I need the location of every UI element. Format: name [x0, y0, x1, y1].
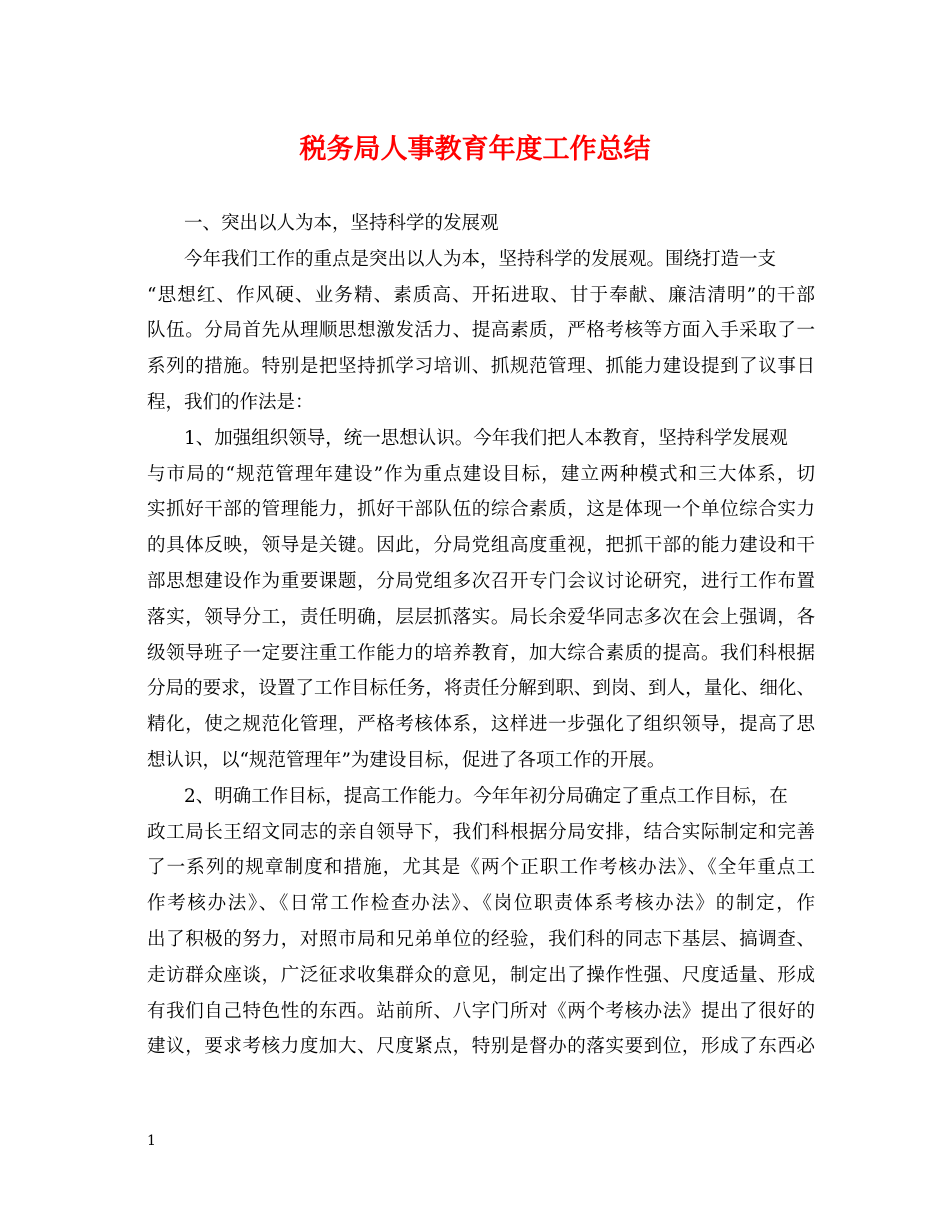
body-line: 2、明确工作目标，提高工作能力。今年年初分局确定了重点工作目标，在	[184, 785, 788, 807]
body-line: 建议，要求考核力度加大、尺度紧点，特别是督办的落实要到位，形成了东西必	[147, 1036, 815, 1058]
body-line: 了一系列的规章制度和措施，尤其是《两个正职工作考核办法》、《全年重点工	[147, 857, 815, 879]
body-line: 队伍。分局首先从理顺思想激发活力、提高素质，严格考核等方面入手采取了一	[147, 320, 815, 342]
body-line: 出了积极的努力，对照市局和兄弟单位的经验，我们科的同志下基层、搞调查、	[147, 928, 815, 950]
body-line: 的具体反映，领导是关键。因此，分局党组高度重视，把抓干部的能力建设和干	[147, 535, 815, 557]
body-line: 有我们自己特色性的东西。站前所、八字门所对《两个考核办法》提出了很好的	[147, 1000, 815, 1022]
body-line: 作考核办法》、《日常工作检查办法》、《岗位职责体系考核办法》的制定，作	[147, 893, 815, 915]
document-title: 税务局人事教育年度工作总结	[299, 134, 651, 165]
body-line: “思想红、作风硬、业务精、素质高、开拓进取、甘于奉献、廉洁清明”的干部	[147, 284, 815, 306]
body-line: 系列的措施。特别是把坚持抓学习培训、抓规范管理、抓能力建设提到了议事日	[147, 356, 815, 378]
body-line: 走访群众座谈，广泛征求收集群众的意见，制定出了操作性强、尺度适量、形成	[147, 964, 815, 986]
body-line: 分局的要求，设置了工作目标任务，将责任分解到职、到岗、到人，量化、细化、	[147, 678, 815, 700]
page-number: 1	[147, 1133, 156, 1149]
body-line: 1、加强组织领导，统一思想认识。今年我们把人本教育，坚持科学发展观	[184, 427, 788, 449]
body-line: 一、突出以人为本，坚持科学的发展观	[184, 213, 499, 234]
body-line: 想认识，以“规范管理年”为建设目标，促进了各项工作的开展。	[147, 749, 666, 771]
body-line: 今年我们工作的重点是突出以人为本，坚持科学的发展观。围绕打造一支	[184, 248, 777, 270]
body-line: 精化，使之规范化管理，严格考核体系，这样进一步强化了组织领导，提高了思	[147, 714, 815, 736]
body-line: 与市局的“规范管理年建设”作为重点建设目标，建立两种模式和三大体系，切	[147, 463, 815, 485]
body-line: 部思想建设作为重要课题，分局党组多次召开专门会议讨论研究，进行工作布置	[147, 570, 815, 592]
body-line: 实抓好干部的管理能力，抓好干部队伍的综合素质，这是体现一个单位综合实力	[147, 499, 815, 521]
document-body	[147, 206, 815, 1065]
body-line: 政工局长王绍文同志的亲自领导下，我们科根据分局安排，结合实际制定和完善	[147, 821, 815, 843]
body-line: 落实，领导分工，责任明确，层层抓落实。局长余爱华同志多次在会上强调，各	[147, 606, 815, 628]
body-line: 程，我们的作法是：	[147, 391, 314, 413]
body-line: 级领导班子一定要注重工作能力的培养教育，加大综合素质的提高。我们科根据	[147, 642, 815, 664]
